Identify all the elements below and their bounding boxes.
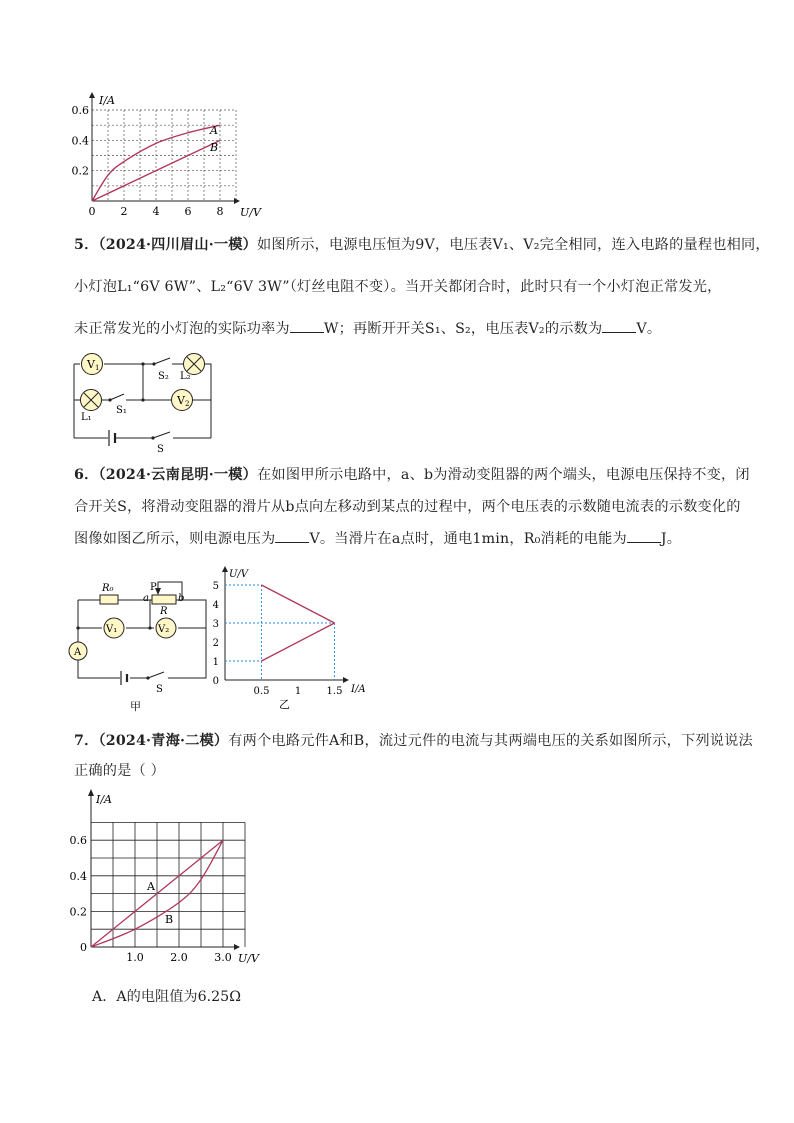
- q6-line3: [74, 528, 681, 548]
- curve-b-label: B: [210, 141, 219, 154]
- voltmeter-v2-sub: 2: [185, 400, 190, 408]
- series-v1: [262, 585, 335, 623]
- curve-a-label: A: [210, 124, 218, 137]
- graph-ui-q6: [205, 562, 375, 712]
- wire-left: [78, 600, 206, 678]
- y-tick-label: 0.6: [71, 104, 89, 117]
- x-ticks: [126, 951, 232, 964]
- y-tick-label: 5: [212, 581, 219, 592]
- x-tick-label: 1: [294, 686, 302, 697]
- x-tick-label: 0: [88, 205, 96, 218]
- label-r0: R₀: [102, 583, 114, 594]
- q6-number: 6．: [74, 467, 99, 483]
- caption-jia: 甲: [130, 700, 141, 713]
- label-a: a: [143, 593, 149, 604]
- rheostat-r: [152, 595, 176, 604]
- q5-text-3c: V。: [636, 321, 662, 337]
- q6-text-3a: 图像如图乙所示，则电源电压为: [74, 531, 276, 547]
- q7-line2: [74, 760, 165, 780]
- switch-s-blade: [153, 432, 170, 438]
- x-tick-label: 2.0: [170, 951, 188, 964]
- y-tick-label: 4: [212, 600, 219, 611]
- label-s1: S₁: [116, 405, 127, 416]
- voltmeter-v1-label: V₁: [106, 624, 118, 635]
- x-axis-label: U/V: [240, 206, 261, 219]
- y-axis-label: I/A: [99, 94, 115, 107]
- y-tick-label: 0.2: [69, 905, 87, 919]
- y-axis-label: I/A: [96, 793, 112, 806]
- x-ticks: [254, 686, 343, 697]
- q6-text-1: 在如图甲所示电路中，a、b为滑动变阻器的两个端头，电源电压保持不变，闭: [257, 467, 750, 483]
- x-tick-label: 6: [184, 205, 192, 218]
- circuit-q5: [68, 348, 218, 454]
- switch-s-pivot: [146, 676, 149, 679]
- curve-a-label: A: [147, 880, 155, 893]
- voltmeter-v1-label: V: [87, 358, 95, 371]
- x-axis-arrow: [234, 944, 240, 950]
- resistor-r0: [100, 595, 118, 604]
- q5-text-3b: W；再断开开关S₁、S₂，电压表V₂的示数为: [323, 321, 603, 337]
- q5-text-1: 如图所示，电源电压恒为9V，电压表V₁、V₂完全相同，连入电路的量程也相同，: [257, 237, 770, 253]
- label-s: S: [157, 444, 164, 454]
- junction-dot-2: [141, 398, 144, 401]
- label-s: S: [156, 684, 163, 695]
- circuit-q6: [68, 574, 208, 714]
- label-p: P: [150, 582, 157, 593]
- y-axis-label: U/V: [229, 569, 249, 580]
- q5-line2: [74, 276, 722, 296]
- y-ticks: [72, 104, 90, 178]
- q7-text-2: 正确的是（ ）: [74, 763, 166, 779]
- q5-source: （2024·四川眉山·一模）: [98, 237, 258, 253]
- switch-s2-blade: [154, 358, 170, 364]
- switch-s1-pivot: [108, 398, 111, 401]
- q5-number: 5．: [74, 237, 99, 253]
- x-axis-label: U/V: [238, 952, 259, 965]
- q7-text-1: 有两个电路元件A和B，流过元件的电流与其两端电压的关系如图所示，下列说说法: [228, 733, 753, 749]
- switch-s1-blade: [110, 394, 124, 400]
- graph-iu-1: [62, 90, 282, 230]
- x-axis-arrow: [343, 677, 349, 683]
- voltmeter-v1-sub: 1: [95, 364, 100, 372]
- q6-line1: [74, 464, 750, 484]
- ammeter-label: A: [74, 647, 82, 658]
- label-l1: L₁: [81, 412, 92, 423]
- q7-option-a-text: A．A的电阻值为6.25Ω: [92, 989, 241, 1005]
- label-l2: L₂: [180, 371, 191, 382]
- y-tick-label: 2: [212, 638, 219, 649]
- y-tick-label: 1: [212, 657, 219, 668]
- switch-s2-pivot: [152, 362, 155, 365]
- q6-text-3c: J。: [660, 531, 682, 547]
- y-ticks: [213, 581, 219, 687]
- q7-number: 7．: [74, 733, 99, 749]
- switch-s-pivot: [151, 436, 154, 439]
- x-tick-label: 0.5: [253, 686, 270, 697]
- x-tick-label: 1.0: [126, 951, 144, 964]
- q6-text-3b: V。当滑片在a点时，通电1min，R₀消耗的电能为: [309, 531, 627, 547]
- y-tick-label: 0: [80, 941, 87, 954]
- wire-v1-row: [78, 600, 206, 628]
- y-ticks: [70, 834, 88, 954]
- x-tick-label: 8: [216, 205, 224, 218]
- wire-right-drop: [182, 600, 206, 628]
- q6-blank-1[interactable]: [275, 530, 309, 543]
- q5-text-3a: 未正常发光的小灯泡的实际功率为: [74, 321, 290, 337]
- q7-source: （2024·青海·二模）: [98, 733, 229, 749]
- q5-text-2: 小灯泡L₁“6V 6W”、L₂“6V 3W”（灯丝电阻不变）。当开关都闭合时，此时只有一个小灯泡正常发光，: [74, 279, 722, 295]
- y-axis-arrow: [88, 789, 94, 796]
- x-ticks: [89, 205, 224, 218]
- q5-blank-1[interactable]: [290, 320, 324, 333]
- y-tick-label: 0.2: [71, 164, 89, 178]
- junction-dot-2: [76, 626, 79, 629]
- y-tick-label: 0.4: [69, 869, 87, 883]
- x-tick-label: 2: [120, 205, 128, 218]
- q5-line3: [74, 318, 661, 338]
- x-axis-label: I/A: [351, 684, 366, 695]
- graph-iu-q7: [62, 786, 282, 972]
- junction-dot: [148, 626, 151, 629]
- label-s2: S₂: [158, 371, 169, 382]
- q5-blank-2[interactable]: [602, 320, 636, 333]
- y-tick-label: 0.4: [71, 134, 89, 148]
- curve-b-label: B: [165, 913, 174, 926]
- series-v2: [262, 623, 335, 661]
- voltmeter-v2-label: V₂: [158, 624, 170, 635]
- y-tick-label: 0: [212, 676, 219, 687]
- q5-line1: [74, 234, 770, 254]
- q7-line1: [74, 730, 753, 750]
- label-b: b: [178, 593, 185, 604]
- y-axis-arrow: [89, 92, 95, 98]
- q7-option-a[interactable]: [92, 986, 241, 1006]
- x-tick-label: 3.0: [214, 951, 232, 964]
- label-r: R: [160, 606, 168, 617]
- junction-dot: [141, 362, 144, 365]
- q6-line2: [74, 496, 741, 516]
- y-tick-label: 0.6: [69, 834, 87, 848]
- y-tick-label: 3: [212, 619, 219, 630]
- voltmeter-v2-label: V: [177, 394, 185, 407]
- x-tick-label: 4: [152, 205, 160, 218]
- y-axis-arrow: [222, 566, 228, 572]
- x-tick-label: 1.5: [326, 686, 343, 697]
- caption-yi: 乙: [279, 698, 290, 711]
- q6-source: （2024·云南昆明·一模）: [98, 467, 258, 483]
- x-axis-arrow: [234, 198, 240, 204]
- q6-blank-2[interactable]: [627, 530, 661, 543]
- guide-lines: [225, 585, 335, 680]
- q6-text-2: 合开关S，将滑动变阻器的滑片从b点向左移动到某点的过程中，两个电压表的示数随电流表的示数变化的: [74, 499, 741, 515]
